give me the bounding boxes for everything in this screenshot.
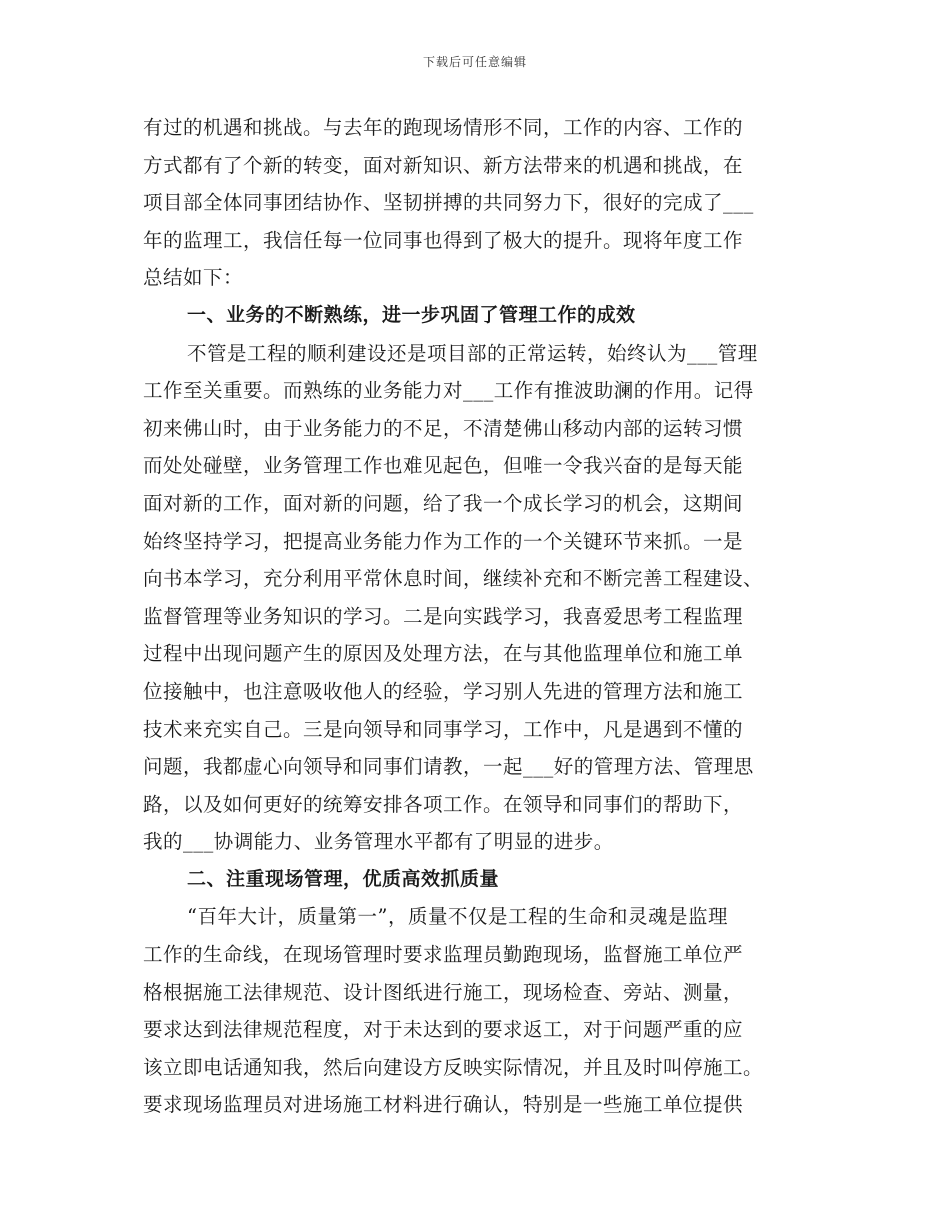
text-line: 格根据施工法律规范、设计图纸进行施工，现场检查、旁站、测量， xyxy=(143,980,744,1004)
text-line: 技术来充实自己。三是向领导和同事学习，工作中，凡是遇到不懂的 xyxy=(143,717,744,741)
text-line: 面对新的工作，面对新的问题，给了我一个成长学习的机会，这期间 xyxy=(143,491,744,515)
text-line: 位接触中，也注意吸收他人的经验，学习别人先进的管理方法和施工 xyxy=(143,679,744,703)
text-line: 要求现场监理员对进场施工材料进行确认，特别是一些施工单位提供 xyxy=(143,1093,744,1117)
text-line: 问题，我都虚心向领导和同事们请教，一起___好的管理方法、管理思 xyxy=(143,755,754,779)
section-heading: 一、业务的不断熟练，进一步巩固了管理工作的成效 xyxy=(187,303,636,326)
text-line: 总结如下： xyxy=(143,266,244,290)
text-line: 过程中出现问题产生的原因及处理方法，在与其他监理单位和施工单 xyxy=(143,642,744,666)
text-line: 不管是工程的顺利建设还是项目部的正常运转，始终认为___管理 xyxy=(187,341,758,365)
text-line: 项目部全体同事团结协作、坚韧拼搏的共同努力下，很好的完成了___ xyxy=(143,191,754,215)
text-line: 工作至关重要。而熟练的业务能力对___工作有推波助澜的作用。记得 xyxy=(143,379,754,403)
text-line: 监督管理等业务知识的学习。二是向实践学习，我喜爱思考工程监理 xyxy=(143,604,744,628)
text-line: 路，以及如何更好的统筹安排各项工作。在领导和同事们的帮助下， xyxy=(143,792,744,816)
page-header: 下载后可任意编辑 xyxy=(422,55,527,69)
text-line: 要求达到法律规范程度，对于未达到的要求返工，对于问题严重的应 xyxy=(143,1018,744,1042)
text-line: 有过的机遇和挑战。与去年的跑现场情形不同，工作的内容、工作的 xyxy=(143,116,744,139)
text-line: 工作的生命线，在现场管理时要求监理员勤跑现场，监督施工单位严 xyxy=(143,943,744,967)
text-line: 向书本学习，充分利用平常休息时间，继续补充和不断完善工程建设、 xyxy=(143,567,764,591)
text-line: 年的监理工，我信任每一位同事也得到了极大的提升。现将年度工作 xyxy=(143,228,744,252)
text-line: 而处处碰壁，业务管理工作也难见起色，但唯一令我兴奋的是每天能 xyxy=(143,454,744,478)
text-line: “百年大计，质量第一”，质量不仅是工程的生命和灵魂是监理 xyxy=(187,905,728,929)
document-body xyxy=(143,109,808,1124)
text-line: 我的___协调能力、业务管理水平都有了明显的进步。 xyxy=(143,830,614,854)
text-line: 始终坚持学习，把提高业务能力作为工作的一个关键环节来抓。一是 xyxy=(143,529,744,553)
text-line: 该立即电话通知我，然后向建设方反映实际情况，并且及时叫停施工。 xyxy=(143,1055,764,1079)
text-line: 方式都有了个新的转变，面对新知识、新方法带来的机遇和挑战，在 xyxy=(143,153,744,177)
text-line: 初来佛山时，由于业务能力的不足，不清楚佛山移动内部的运转习惯 xyxy=(143,416,744,440)
section-heading: 二、注重现场管理，优质高效抓质量 xyxy=(187,867,500,890)
